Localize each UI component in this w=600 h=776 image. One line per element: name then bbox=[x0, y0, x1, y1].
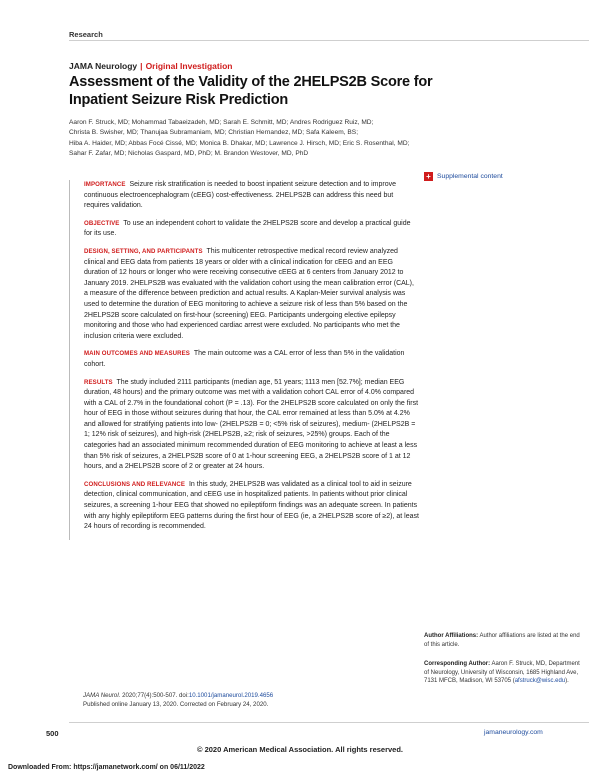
abstract-objective bbox=[84, 219, 419, 240]
author-affiliations bbox=[424, 632, 586, 649]
doi-link[interactable]: 10.1001/jamaneurol.2019.4656 bbox=[188, 692, 274, 699]
abstract-conclusions bbox=[84, 480, 419, 533]
citation bbox=[83, 692, 413, 710]
article-type: Original Investigation bbox=[145, 61, 233, 71]
journal-name: JAMA Neurology bbox=[69, 61, 138, 71]
abstract-heading: MAIN OUTCOMES AND MEASURES bbox=[84, 350, 190, 358]
abstract-heading: RESULTS bbox=[84, 378, 113, 386]
website-link[interactable]: jamaneurology.com bbox=[484, 729, 543, 736]
affiliations-heading: Author Affiliations: bbox=[424, 633, 479, 639]
abstract-design bbox=[84, 247, 419, 342]
author-line: Aaron F. Struck, MD; Mohammad Tabaeizadeh, MD; Sarah E. Schmitt, MD; Andres Rodriguez Ruiz, MD; bbox=[69, 119, 374, 126]
affiliations-text: Author affiliations are listed at the end of this article. bbox=[424, 633, 580, 648]
author-line: Christa B. Swisher, MD; Thanujaa Subramaniam, MD; Christian Hernandez, MD; Safa Kaleem, BS; bbox=[69, 129, 359, 137]
email-link[interactable]: afstruck@wisc.edu bbox=[514, 678, 566, 685]
abstract-results bbox=[84, 378, 419, 473]
author-list bbox=[69, 118, 589, 160]
section-label: Research bbox=[69, 30, 103, 39]
author-line: Sahar F. Zafar, MD; Nicholas Gaspard, MD, PhD; M. Brandon Westover, MD, PhD bbox=[69, 150, 309, 158]
corresponding-text: Aaron F. Struck, MD, Department of Neurology, University of Wisconsin, 1685 Highland Ave, 7131 MFCB, Madison, WI 53705 ( bbox=[424, 661, 580, 685]
abstract-outcomes bbox=[84, 349, 419, 370]
supplemental-content-link[interactable] bbox=[424, 172, 503, 181]
header-rule bbox=[69, 40, 589, 41]
abstract-heading: IMPORTANCE bbox=[84, 181, 126, 188]
abstract-text: The main outcome was a CAL error of less than 5% in the validation cohort. bbox=[84, 350, 405, 368]
abstract-text: In this study, 2HELPS2B was validated as a clinical tool to aid in seizure detection, clinical communication, and cEEG use in hospitalized patients. In patients without prior clinical seizures, a screening 1-hour EEG that showed no epileptiform findings was an adequate screen. In patients with any highly epileptiform EEG patterns during the first hour of EEG (ie, a 2HELPS2B score of ≥2), at least 24 hours of recording is recommended. bbox=[84, 480, 419, 531]
citation-ref: 2020;77(4):500-507. doi: bbox=[120, 692, 189, 699]
journal-separator: | bbox=[140, 61, 143, 71]
abstract-importance bbox=[84, 180, 419, 212]
corresponding-heading: Corresponding Author: bbox=[424, 661, 491, 667]
citation-journal: JAMA Neurol. bbox=[83, 692, 121, 699]
abstract bbox=[69, 180, 419, 540]
journal-header bbox=[69, 61, 232, 71]
copyright: © 2020 American Medical Association. All rights reserved. bbox=[196, 745, 404, 754]
article-title: Assessment of the Validity of the 2HELPS2B Score for Inpatient Seizure Risk Prediction bbox=[69, 74, 433, 108]
abstract-text: To use an independent cohort to validate the 2HELPS2B score and develop a practical guide for its use. bbox=[84, 219, 411, 238]
publication-date: Published online January 13, 2020. Corrected on February 24, 2020. bbox=[83, 700, 269, 708]
abstract-text: Seizure risk stratification is needed to boost inpatient seizure detection and to improve continuous electroencephalogram (cEEG) cost-effectiveness. 2HELPS2B can address this need but requires validation. bbox=[84, 181, 397, 210]
abstract-heading: CONCLUSIONS AND RELEVANCE bbox=[84, 480, 186, 488]
author-line: Hiba A. Haider, MD; Abbas Focé Cissé, MD; Monica B. Dhakar, MD; Lawrence J. Hirsch, MD; Eric S. Rosenthal, MD; bbox=[69, 139, 410, 147]
page-number: 500 bbox=[46, 729, 59, 738]
plus-icon: + bbox=[424, 172, 433, 181]
corresponding-end: ). bbox=[565, 678, 569, 685]
abstract-text: This multicenter retrospective medical record review analyzed clinical and EEG data from patients 18 years or older with a clinical indication for cEEG and an EEG duration of 12 hours or longer who were receiving consecutive cEEG at 6 centers from January 2012 to January 2019. 2HELPS2B was evaluated with the validation cohort using the mean calibration error (CAL), a measure of the difference between prediction and actual results. A Kaplan-Meier survival analysis was used to determine the duration of EEG monitoring to achieve a seizure risk of less than 5% based on the 2HELPS2B score calculated on first-hour (screening) EEG. Participants undergoing elective epilepsy monitoring and those who had experienced cardiac arrest were excluded. No participants who met the inclusion criteria were excluded. bbox=[84, 247, 414, 340]
corresponding-author bbox=[424, 660, 586, 686]
download-note: Downloaded From: https://jamanetwork.com/ on 06/11/2022 bbox=[8, 764, 205, 771]
supplemental-label: Supplemental content bbox=[437, 173, 503, 180]
footer-rule bbox=[69, 722, 589, 723]
abstract-heading: OBJECTIVE bbox=[84, 219, 120, 227]
abstract-text: The study included 2111 participants (median age, 51 years; 1113 men [52.7%]; median EEG duration, 48 hours) and the primary outcome was met with a validation cohort CAL error of 4.0% compared with a CAL of 2.7% in the foundational cohort (P = .13). For the 2HELPS2B score calculated on only the first hour of EEG in those without seizures during that hour, the CAL error remained at less than 5.0% at 4.2% and allowed for stratifying patients into low- (2HELPS2B = 0; <5% risk of seizures), medium- (2HELPS2B = 1; 12% risk of seizures), and high-risk (2HELPS2B, ≥2; risk of seizures, >25%) groups. Each of the categories had an associated minimum recommended duration of EEG monitoring to achieve at least a less than 5% risk of seizures, a 2HELPS2B score of 0 at 1-hour screening EEG, a 2HELPS2B score of 1 at 12 hours, and a 2HELPS2B score of 2 or greater at 24 hours. bbox=[84, 378, 419, 471]
abstract-heading: DESIGN, SETTING, AND PARTICIPANTS bbox=[84, 247, 203, 255]
